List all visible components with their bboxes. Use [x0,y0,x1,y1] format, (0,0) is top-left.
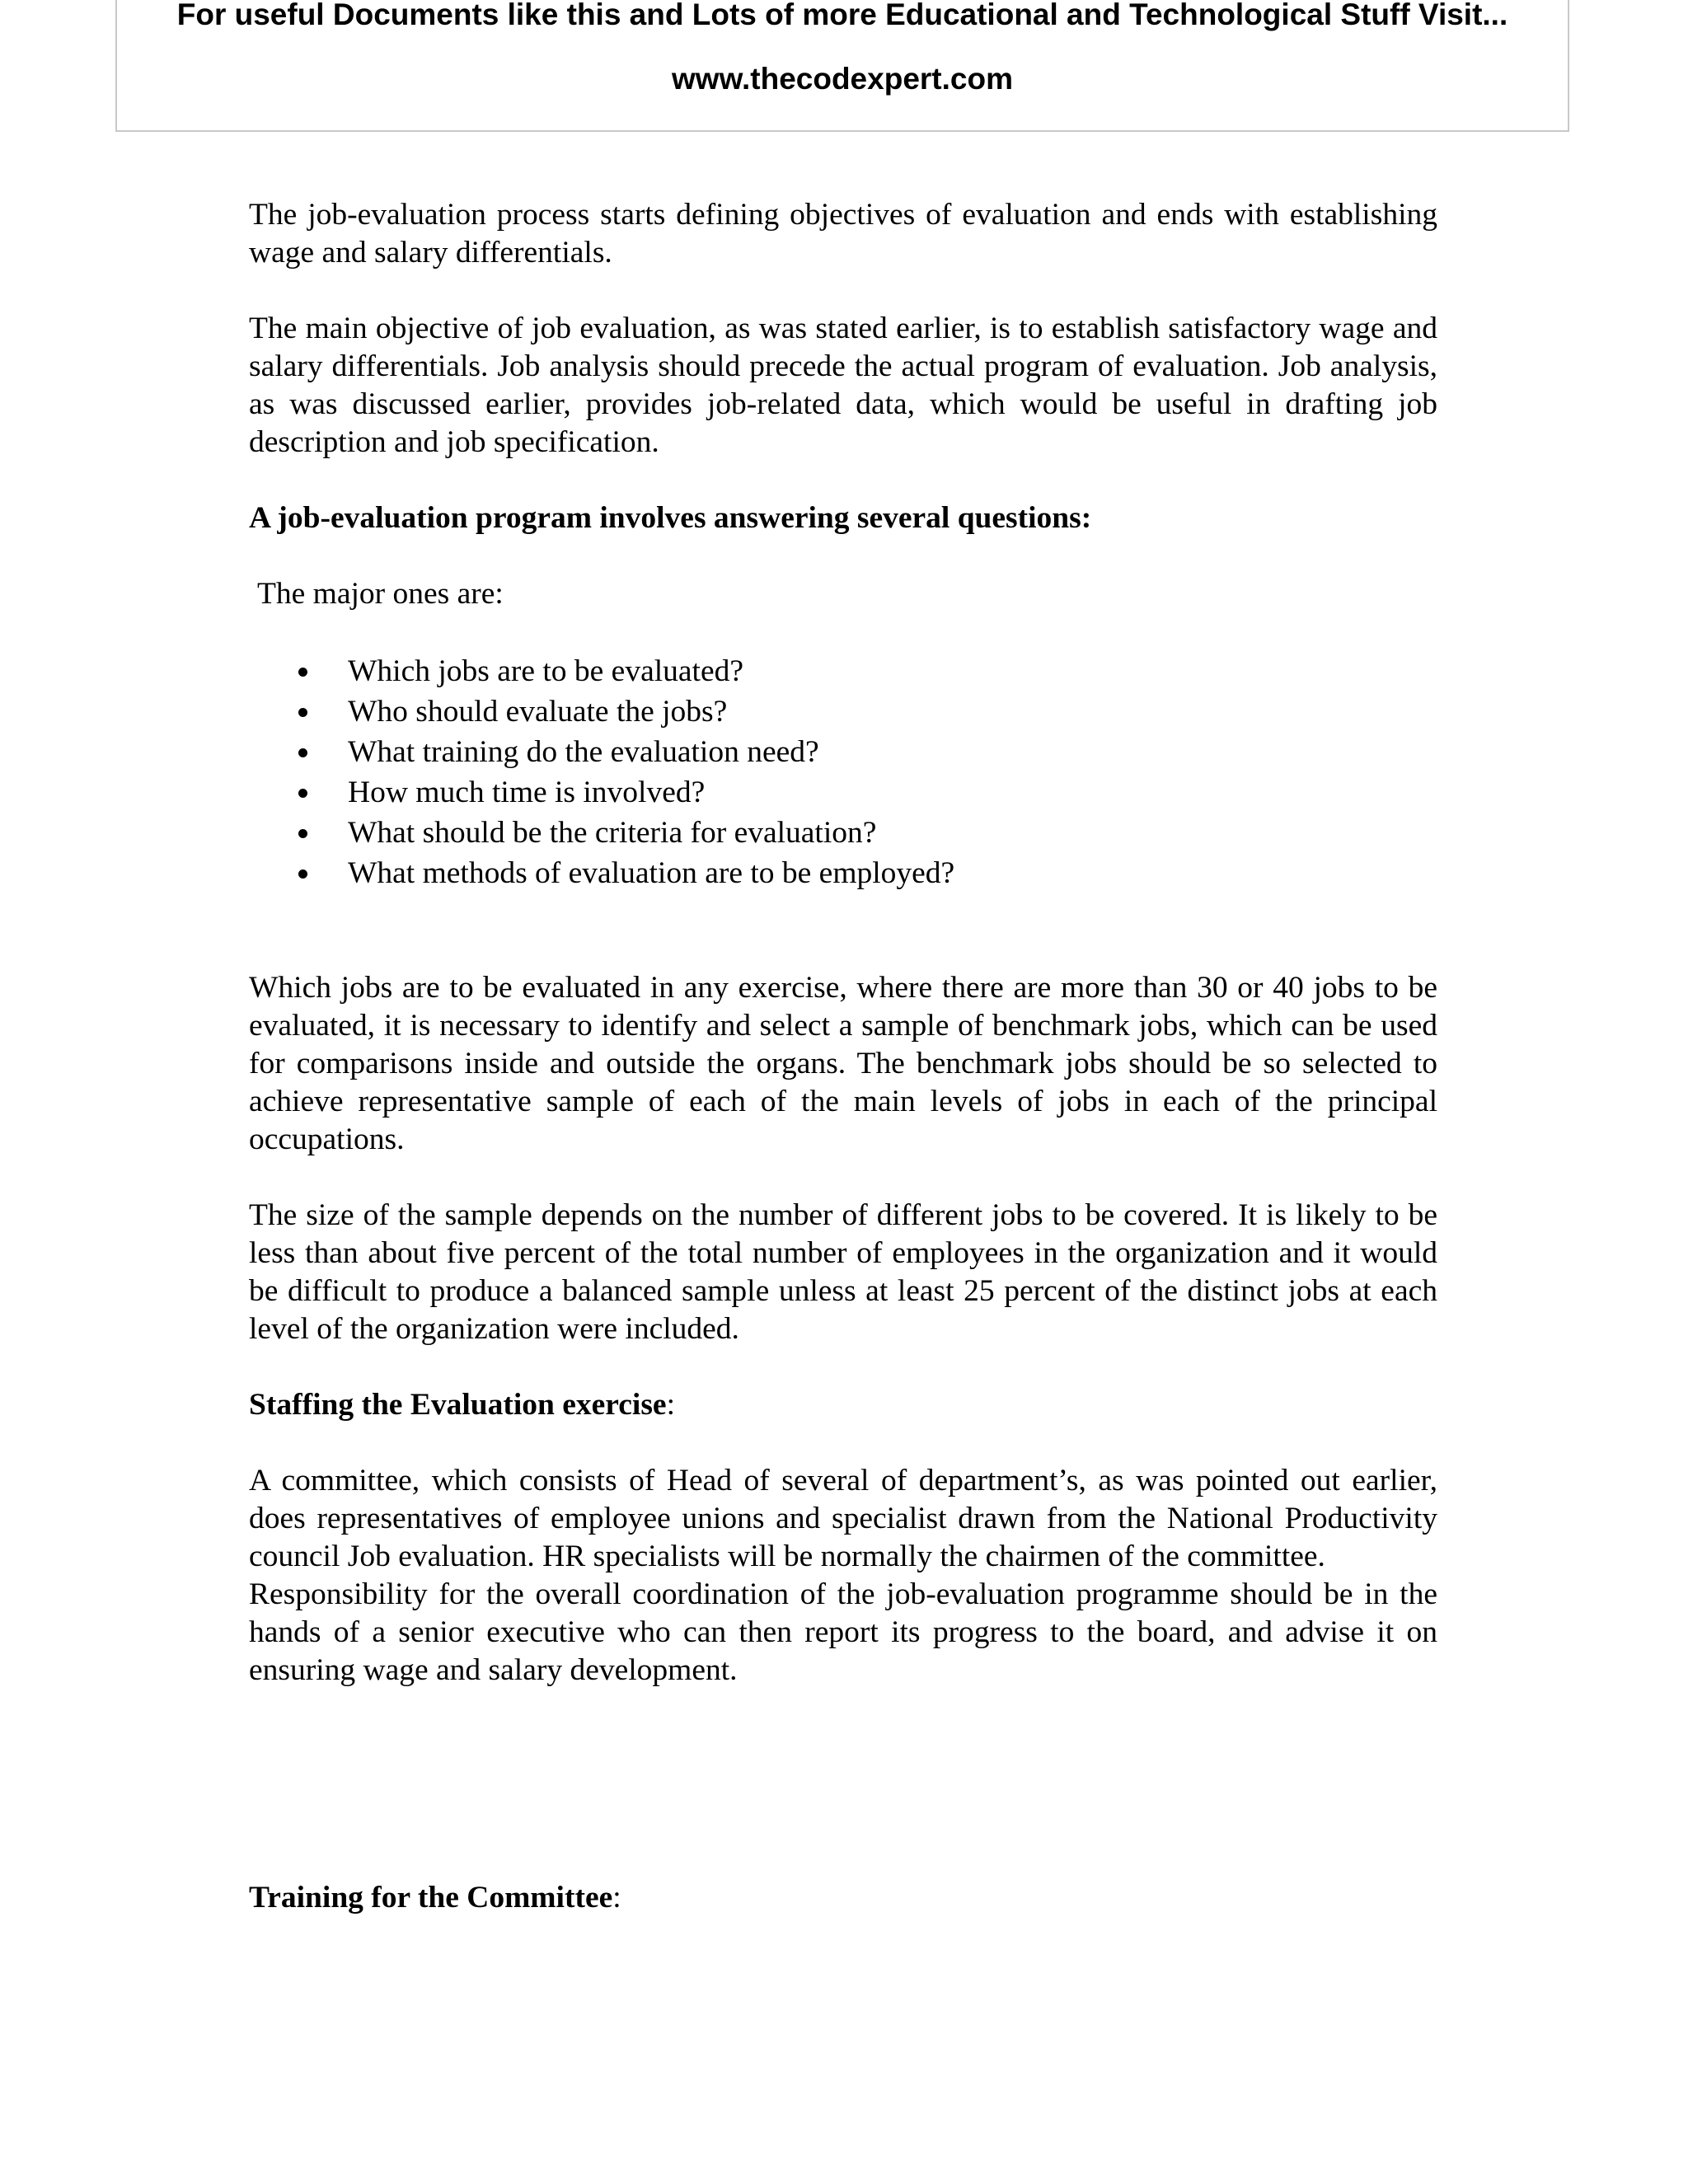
intro-major-ones: The major ones are: [257,577,504,611]
bullet-icon [298,708,307,717]
list-item [249,772,1437,813]
bullet-icon [298,789,307,798]
banner-promo-text: For useful Documents like this and Lots of more Educational and Technological Stuff Visit... [176,0,1508,31]
list-item [249,651,1437,691]
list-item-text: How much time is involved? [348,776,706,809]
question-list [249,651,1437,893]
banner-website-link[interactable]: www.thecodexpert.com [672,62,1013,96]
list-item [249,691,1437,732]
heading-staffing-text: Staffing the Evaluation exercise [249,1388,667,1422]
paragraph-benchmark-jobs: Which jobs are to be evaluated in any exercise, where there are more than 30 or 40 jobs to be evaluated, it is necessary to identify and select a sample of benchmark jobs, which can be used for comparisons inside and outside the organs. The benchmark jobs should be so selected to achieve representative sample of each of the main levels of jobs in each of the principal occupations. [249,971,1437,1156]
bullet-icon [298,869,307,879]
promo-banner [115,0,1569,132]
bullet-icon [298,668,307,677]
heading-staffing [249,1386,1437,1424]
paragraph-committee: A committee, which consists of Head of several of department’s, as was pointed out earlier, does representatives of employee unions and specialist drawn from the National Productivity council Job evaluation. HR specialists will be normally the chairmen of the committee. [249,1464,1437,1573]
bullet-icon [298,829,307,838]
list-item [249,732,1437,772]
list-item-text: What methods of evaluation are to be employed? [348,856,955,890]
paragraph-main-objective: The main objective of job evaluation, as was stated earlier, is to establish satisfactory wage and salary differentials. Job analysis should precede the actual program of evaluation. Job analysis, as was discussed earlier, provides job-related data, which would be useful in drafting job description and job specification. [249,312,1437,459]
heading-training-colon: : [612,1881,621,1915]
heading-staffing-colon: : [666,1388,675,1422]
list-item-text: Which jobs are to be evaluated? [348,654,743,688]
paragraph-process-overview: The job-evaluation process starts defining objectives of evaluation and ends with establishing wage and salary differentials. [249,198,1437,269]
heading-training-text: Training for the Committee [249,1881,613,1915]
list-item [249,853,1437,893]
heading-program-questions: A job-evaluation program involves answering several questions: [249,501,1092,535]
paragraph-responsibility: Responsibility for the overall coordination of the job-evaluation programme should be in the hands of a senior executive who can then report its progress to the board, and advise it on ensuring wage and salary development. [249,1577,1437,1687]
page-spacer [249,1727,1437,1879]
list-item-text: Who should evaluate the jobs? [348,695,728,729]
paragraph-sample-size: The size of the sample depends on the number of different jobs to be covered. It is likely to be less than about five percent of the total number of employees in the organization and it would be difficult to produce a balanced sample unless at least 25 percent of the distinct jobs at each level of the organization were included. [249,1198,1437,1346]
list-item-text: What should be the criteria for evaluation? [348,816,877,850]
bullet-icon [298,748,307,757]
document-body [249,196,1437,1955]
list-item [249,813,1437,853]
list-item-text: What training do the evaluation need? [348,735,819,769]
heading-training [249,1879,1437,1917]
